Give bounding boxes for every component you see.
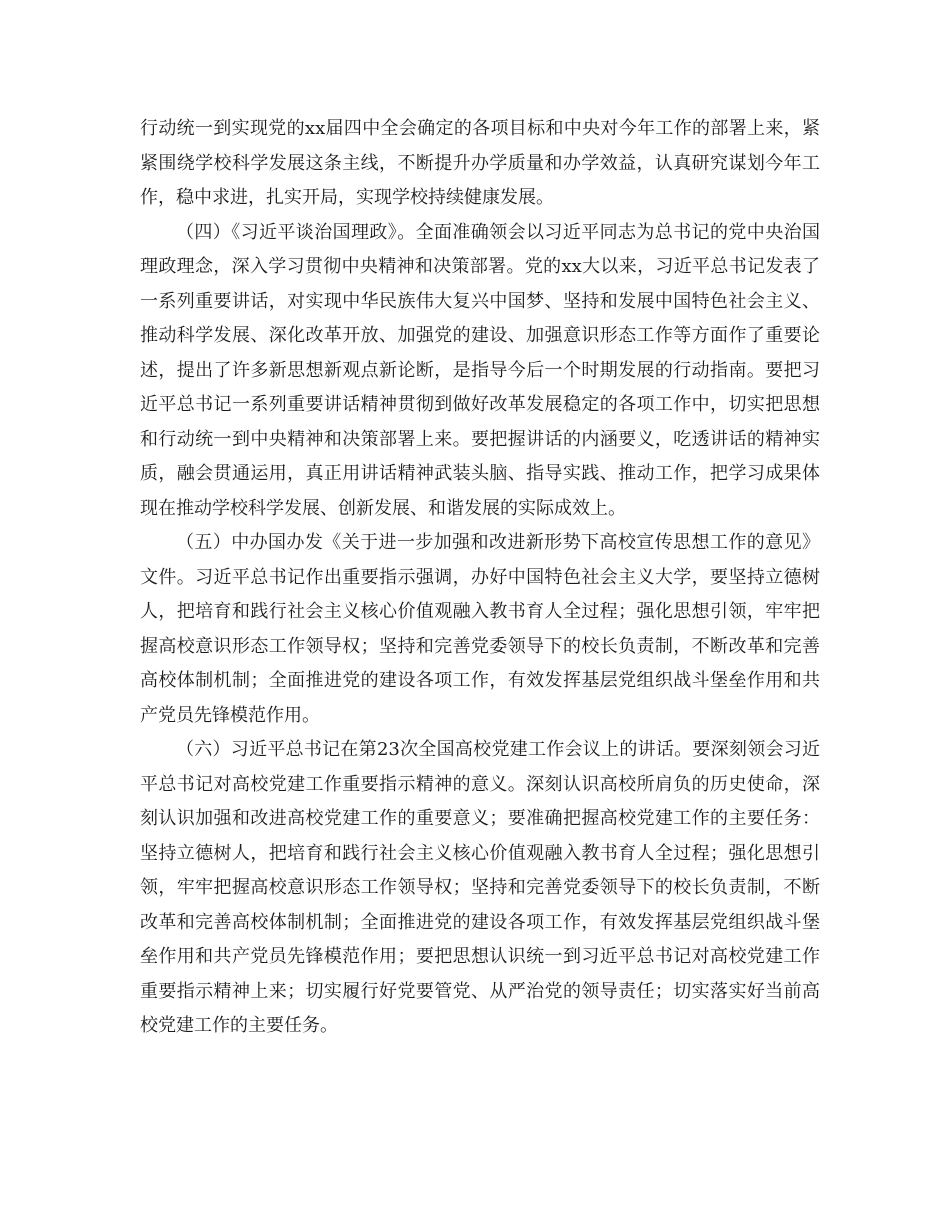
paragraph-section-6: （六）习近平总书记在第23次全国高校党建工作会议上的讲话。要深刻领会习近平总书记对高校党建工作重要指示精神的意义。深刻认识高校所肩负的历史使命，深刻认识加强和改进高校党建工作的重要意义；要准确把握高校党建工作的主要任务：坚持立德树人，把培育和践行社会主义核心价值观融入教书育人全过程；强化思想引领，牢牢把握高校意识形态工作领导权；坚持和完善党委领导下的校长负责制，不断改革和完善高校体制机制；全面推进党的建设各项工作，有效发挥基层党组织战斗堡垒作用和共产党员先锋模范作用；要把思想认识统一到习近平总书记对高校党建工作重要指示精神上来；切实履行好党要管党、从严治党的领导责任；切实落实好当前高校党建工作的主要任务。 <box>140 739 820 1036</box>
document-body <box>140 112 820 1044</box>
paragraph-section-4: （四）《习近平谈治国理政》。全面准确领会以习近平同志为总书记的党中央治国理政理念，深入学习贯彻中央精神和决策部署。党的xx大以来，习近平总书记发表了一系列重要讲话，对实现中华民族伟大复兴中国梦、坚持和发展中国特色社会主义、推动科学发展、深化改革开放、加强党的建设、加强意识形态工作等方面作了重要论述，提出了许多新思想新观点新论断，是指导今后一个时期发展的行动指南。要把习近平总书记一系列重要讲话精神贯彻到做好改革发展稳定的各项工作中，切实把思想和行动统一到中央精神和决策部署上来。要把握讲话的内涵要义，吃透讲话的精神实质，融会贯通运用，真正用讲话精神武装头脑、指导实践、推动工作，把学习成果体现在推动学校科学发展、创新发展、和谐发展的实际成效上。 <box>140 221 820 519</box>
paragraph-continuation: 行动统一到实现党的xx届四中全会确定的各项目标和中央对今年工作的部署上来，紧紧围绕学校科学发展这条主线，不断提升办学质量和办学效益，认真研究谋划今年工作，稳中求进，扎实开局，实现学校持续健康发展。 <box>140 118 820 208</box>
paragraph-section-5: （五）中办国办发《关于进一步加强和改进新形势下高校宣传思想工作的意见》文件。习近平总书记作出重要指示强调，办好中国特色社会主义大学，要坚持立德树人，把培育和践行社会主义核心价值观融入教书育人全过程；强化思想引领，牢牢把握高校意识形态工作领导权；坚持和完善党委领导下的校长负责制，不断改革和完善高校体制机制；全面推进党的建设各项工作，有效发挥基层党组织战斗堡垒作用和共产党员先锋模范作用。 <box>140 532 820 726</box>
